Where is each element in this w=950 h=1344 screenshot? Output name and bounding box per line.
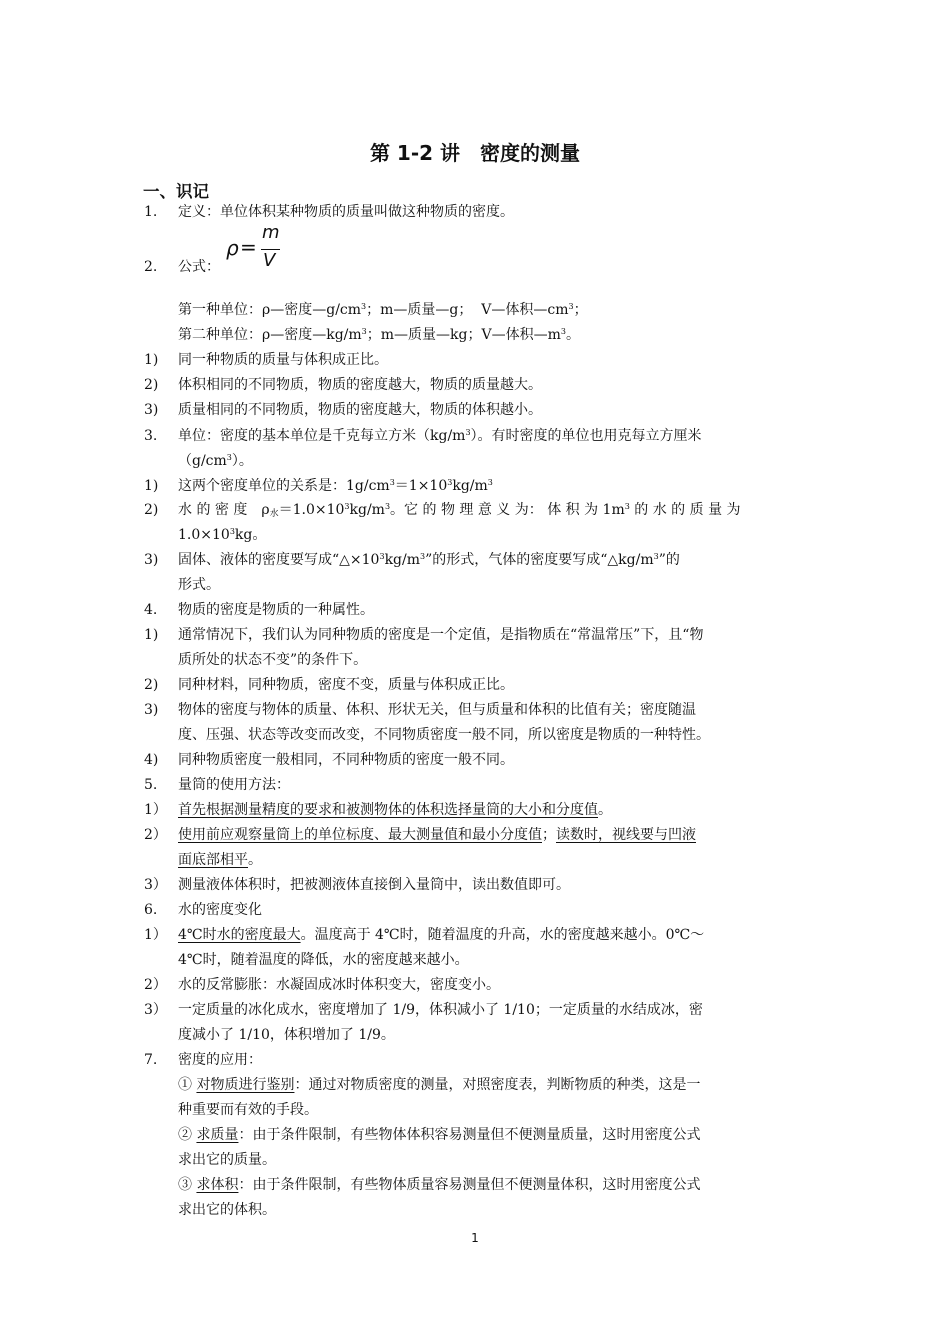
- sub-number: 1): [144, 627, 159, 643]
- item-number: 3.: [144, 428, 158, 444]
- list-item: 4℃时水的密度最大。温度高于 4℃时，随着温度的升高，水的密度越来越小。0℃～ 4℃时，随着温度的降低，水的密度越来越小。: [178, 927, 705, 968]
- list-item: 通常情况下，我们认为同种物质的密度是一个定值，是指物质在“常温常压”下，且“物 质所处的状态不变”的条件下。: [178, 627, 704, 668]
- list-item: 质量相同的不同物质，物质的密度越大，物质的体积越小。: [178, 402, 542, 418]
- sub-number: 1): [144, 478, 159, 494]
- sub-number: 3): [144, 402, 159, 418]
- formula-numerator: m: [262, 222, 280, 243]
- sub-number: 3）: [144, 877, 167, 893]
- application-item: ③ 求体积：由于条件限制，有些物体质量容易测量但不便测量体积，这时用密度公式 求出它的体积。: [178, 1177, 701, 1218]
- list-item: 一定质量的冰化成水，密度增加了 1/9，体积减小了 1/10；一定质量的水结成冰，密 度减小了 1/10，体积增加了 1/9。: [178, 1002, 703, 1043]
- sub-number: 2): [144, 377, 159, 393]
- item-number: 2.: [144, 259, 158, 275]
- item-number: 6.: [144, 902, 158, 918]
- list-item: 物体的密度与物体的质量、体积、形状无关，但与质量和体积的比值有关；密度随温 度、压强、状态等改变而改变，不同物质密度一般不同，所以密度是物质的一种特性。: [178, 702, 710, 743]
- application-item: ② 求质量：由于条件限制，有些物体体积容易测量但不便测量质量，这时用密度公式 求出它的质量。: [178, 1127, 701, 1168]
- formula-label: 公式：: [178, 259, 220, 275]
- section-heading: 一、识记: [143, 182, 209, 201]
- list-item: 体积相同的不同物质，物质的密度越大，物质的质量越大。: [178, 377, 542, 393]
- unit-line-2: 第二种单位：ρ—密度$—kg/m^3$；m—质量—kg；V—体积$—m^3$。: [178, 327, 580, 343]
- list-item: 水的反常膨胀：水凝固成冰时体积变大，密度变小。: [178, 977, 500, 993]
- sub-number: 2): [144, 677, 159, 693]
- item-number: 5.: [144, 777, 158, 793]
- page-title: 第 1-2 讲 密度的测量: [369, 141, 581, 165]
- formula-denominator: V: [263, 250, 276, 271]
- list-item: 同种材料，同种物质，密度不变，质量与体积成正比。: [178, 677, 514, 693]
- list-item: 固体、液体的密度要写成“$\triangle\times 10^3kg/m^3$”的形式，气体的密度要写成“$\triangle kg/m^3$”的 形式。: [178, 552, 680, 593]
- sub-number: 2）: [144, 827, 167, 843]
- water-density-text: 水的密度变化: [178, 902, 262, 918]
- sub-number: 1): [144, 352, 159, 368]
- list-item: 使用前应观察量筒上的单位标度、最大测量值和最小分度值；读数时，视线要与凹液 面底部相平。: [178, 827, 696, 868]
- page-number: 1: [471, 1231, 479, 1245]
- unit-text: 单位：密度的基本单位是千克每立方米$(kg/m^3)$。有时密度的单位也用克每立方厘米 $(g/cm^3)$。: [178, 428, 702, 469]
- sub-number: 2): [144, 502, 159, 518]
- formula-equals: =: [240, 235, 257, 259]
- item-number: 7.: [144, 1052, 158, 1068]
- application-item: ① 对物质进行鉴别：通过对物质密度的测量，对照密度表，判断物质的种类，这是一 种重要而有效的手段。: [178, 1077, 701, 1118]
- application-text: 密度的应用：: [178, 1052, 262, 1068]
- formula-rho: ρ: [226, 236, 239, 260]
- sub-number: 2）: [144, 977, 167, 993]
- item-number: 1.: [144, 204, 158, 220]
- sub-number: 1）: [144, 802, 167, 818]
- list-item: 同一种物质的质量与体积成正比。: [178, 352, 388, 368]
- property-text: 物质的密度是物质的一种属性。: [178, 602, 374, 618]
- sub-number: 4): [144, 752, 159, 768]
- sub-number: 3): [144, 552, 159, 568]
- list-item: 首先根据测量精度的要求和被测物体的体积选择量筒的大小和分度值。: [178, 802, 612, 818]
- definition-text: 定义：单位体积某种物质的质量叫做这种物质的密度。: [178, 204, 514, 220]
- sub-number: 1）: [144, 927, 167, 943]
- list-item: 同种物质密度一般相同，不同种物质的密度一般不同。: [178, 752, 514, 768]
- list-item: 水 的 密 度 $\rho_水=1.0\times 10^3kg/m^3$。它 的 物 理 意 义 为： 体 积 为 $1m^3$ 的 水 的 质 量 为 $1.0\times 10^3kg$。: [178, 502, 741, 543]
- item-number: 4.: [144, 602, 158, 618]
- list-item: 测量液体体积时，把被测液体直接倒入量筒中，读出数值即可。: [178, 877, 570, 893]
- sub-number: 3）: [144, 1002, 167, 1018]
- sub-number: 3): [144, 702, 159, 718]
- list-item: 这两个密度单位的关系是：$1g/cm^3=1\times 10^3kg/m^3$: [178, 478, 493, 494]
- cylinder-usage-text: 量筒的使用方法：: [178, 777, 290, 793]
- unit-line-1: 第一种单位：ρ—密度$—g/cm^3$；m—质量—g； V—体积$—cm^3$；: [178, 302, 588, 318]
